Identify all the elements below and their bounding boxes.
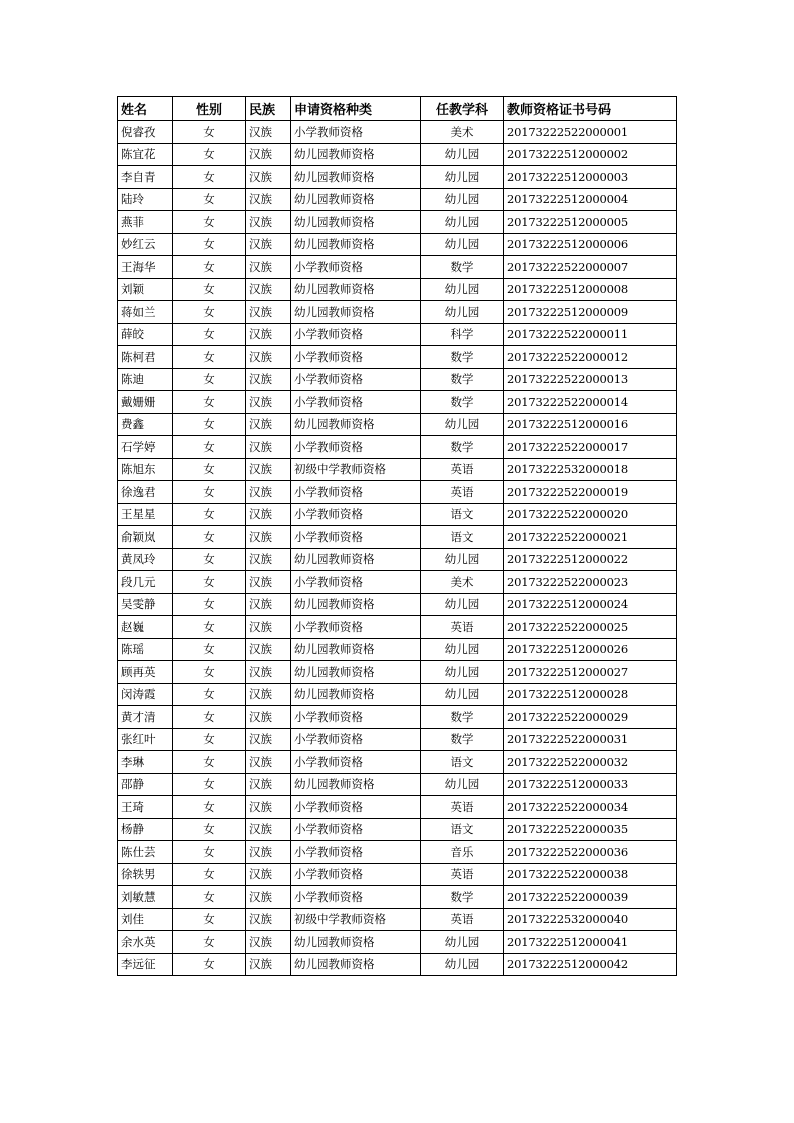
cell-ethnicity: 汉族	[246, 188, 291, 211]
cell-qualification-type: 小学教师资格	[291, 346, 421, 369]
table-row	[118, 593, 677, 616]
cell-ethnicity: 汉族	[246, 278, 291, 301]
cell-certificate-number: 20173222512000002	[504, 143, 677, 166]
cell-ethnicity: 汉族	[246, 233, 291, 256]
cell-subject: 语文	[421, 751, 504, 774]
cell-name: 王琦	[118, 796, 173, 819]
cell-name: 陈迪	[118, 368, 173, 391]
cell-subject: 语文	[421, 503, 504, 526]
cell-qualification-type: 幼儿园教师资格	[291, 233, 421, 256]
cell-ethnicity: 汉族	[246, 593, 291, 616]
cell-gender: 女	[173, 773, 246, 796]
cell-ethnicity: 汉族	[246, 931, 291, 954]
table-row	[118, 931, 677, 954]
cell-qualification-type: 小学教师资格	[291, 526, 421, 549]
cell-certificate-number: 20173222512000008	[504, 278, 677, 301]
cell-qualification-type: 小学教师资格	[291, 571, 421, 594]
cell-gender: 女	[173, 841, 246, 864]
cell-certificate-number: 20173222522000031	[504, 728, 677, 751]
cell-qualification-type: 幼儿园教师资格	[291, 931, 421, 954]
cell-subject: 幼儿园	[421, 233, 504, 256]
table-row	[118, 233, 677, 256]
header-certificate-number: 教师资格证书号码	[504, 97, 677, 121]
cell-ethnicity: 汉族	[246, 571, 291, 594]
cell-gender: 女	[173, 683, 246, 706]
cell-certificate-number: 20173222512000004	[504, 188, 677, 211]
cell-ethnicity: 汉族	[246, 706, 291, 729]
cell-subject: 幼儿园	[421, 301, 504, 324]
cell-subject: 幼儿园	[421, 166, 504, 189]
cell-subject: 幼儿园	[421, 773, 504, 796]
cell-ethnicity: 汉族	[246, 908, 291, 931]
table-row	[118, 908, 677, 931]
cell-gender: 女	[173, 863, 246, 886]
cell-name: 王星星	[118, 503, 173, 526]
cell-certificate-number: 20173222512000022	[504, 548, 677, 571]
cell-certificate-number: 20173222512000024	[504, 593, 677, 616]
cell-subject: 英语	[421, 908, 504, 931]
cell-name: 薛皎	[118, 323, 173, 346]
cell-subject: 数学	[421, 368, 504, 391]
cell-name: 陈仕芸	[118, 841, 173, 864]
cell-ethnicity: 汉族	[246, 661, 291, 684]
cell-subject: 英语	[421, 458, 504, 481]
cell-gender: 女	[173, 301, 246, 324]
cell-qualification-type: 幼儿园教师资格	[291, 278, 421, 301]
cell-gender: 女	[173, 751, 246, 774]
cell-qualification-type: 小学教师资格	[291, 796, 421, 819]
cell-gender: 女	[173, 436, 246, 459]
cell-certificate-number: 20173222532000040	[504, 908, 677, 931]
cell-ethnicity: 汉族	[246, 548, 291, 571]
cell-qualification-type: 幼儿园教师资格	[291, 166, 421, 189]
cell-ethnicity: 汉族	[246, 391, 291, 414]
table-row	[118, 818, 677, 841]
cell-qualification-type: 小学教师资格	[291, 368, 421, 391]
cell-ethnicity: 汉族	[246, 166, 291, 189]
table-row	[118, 683, 677, 706]
table-row	[118, 458, 677, 481]
cell-qualification-type: 小学教师资格	[291, 863, 421, 886]
cell-ethnicity: 汉族	[246, 121, 291, 144]
table-row	[118, 796, 677, 819]
cell-subject: 音乐	[421, 841, 504, 864]
cell-gender: 女	[173, 233, 246, 256]
table-row	[118, 166, 677, 189]
table-row	[118, 706, 677, 729]
cell-gender: 女	[173, 166, 246, 189]
table-row	[118, 751, 677, 774]
cell-name: 闵涛霞	[118, 683, 173, 706]
cell-name: 刘佳	[118, 908, 173, 931]
cell-subject: 英语	[421, 796, 504, 819]
cell-ethnicity: 汉族	[246, 773, 291, 796]
cell-subject: 幼儿园	[421, 548, 504, 571]
cell-gender: 女	[173, 886, 246, 909]
table-row	[118, 571, 677, 594]
cell-ethnicity: 汉族	[246, 503, 291, 526]
cell-ethnicity: 汉族	[246, 481, 291, 504]
cell-ethnicity: 汉族	[246, 683, 291, 706]
cell-name: 徐逸君	[118, 481, 173, 504]
table-row	[118, 886, 677, 909]
cell-name: 王海华	[118, 256, 173, 279]
table-row	[118, 661, 677, 684]
cell-name: 余水英	[118, 931, 173, 954]
cell-subject: 语文	[421, 526, 504, 549]
cell-name: 李琳	[118, 751, 173, 774]
table-row	[118, 503, 677, 526]
table-row	[118, 143, 677, 166]
cell-ethnicity: 汉族	[246, 436, 291, 459]
cell-name: 陈柯君	[118, 346, 173, 369]
cell-certificate-number: 20173222522000017	[504, 436, 677, 459]
cell-subject: 英语	[421, 481, 504, 504]
cell-certificate-number: 20173222512000041	[504, 931, 677, 954]
cell-gender: 女	[173, 818, 246, 841]
cell-gender: 女	[173, 143, 246, 166]
cell-ethnicity: 汉族	[246, 728, 291, 751]
cell-certificate-number: 20173222522000020	[504, 503, 677, 526]
table-row	[118, 211, 677, 234]
cell-subject: 英语	[421, 863, 504, 886]
cell-ethnicity: 汉族	[246, 526, 291, 549]
cell-qualification-type: 小学教师资格	[291, 818, 421, 841]
cell-gender: 女	[173, 413, 246, 436]
cell-qualification-type: 小学教师资格	[291, 391, 421, 414]
cell-certificate-number: 20173222512000042	[504, 953, 677, 976]
cell-certificate-number: 20173222522000038	[504, 863, 677, 886]
cell-gender: 女	[173, 931, 246, 954]
cell-ethnicity: 汉族	[246, 638, 291, 661]
table-row	[118, 346, 677, 369]
cell-ethnicity: 汉族	[246, 863, 291, 886]
cell-subject: 英语	[421, 616, 504, 639]
cell-gender: 女	[173, 346, 246, 369]
cell-gender: 女	[173, 661, 246, 684]
cell-subject: 幼儿园	[421, 188, 504, 211]
cell-name: 张红叶	[118, 728, 173, 751]
cell-ethnicity: 汉族	[246, 413, 291, 436]
header-name: 姓名	[118, 97, 173, 121]
cell-certificate-number: 20173222522000001	[504, 121, 677, 144]
cell-certificate-number: 20173222532000018	[504, 458, 677, 481]
cell-name: 徐轶男	[118, 863, 173, 886]
table-row	[118, 481, 677, 504]
cell-subject: 幼儿园	[421, 661, 504, 684]
cell-certificate-number: 20173222512000006	[504, 233, 677, 256]
table-row	[118, 301, 677, 324]
cell-name: 赵巍	[118, 616, 173, 639]
cell-gender: 女	[173, 908, 246, 931]
cell-subject: 幼儿园	[421, 593, 504, 616]
cell-name: 刘颖	[118, 278, 173, 301]
cell-gender: 女	[173, 256, 246, 279]
cell-qualification-type: 小学教师资格	[291, 121, 421, 144]
cell-qualification-type: 小学教师资格	[291, 436, 421, 459]
table-row	[118, 728, 677, 751]
cell-ethnicity: 汉族	[246, 143, 291, 166]
cell-subject: 幼儿园	[421, 683, 504, 706]
cell-qualification-type: 小学教师资格	[291, 256, 421, 279]
cell-qualification-type: 小学教师资格	[291, 886, 421, 909]
cell-gender: 女	[173, 526, 246, 549]
cell-name: 蒋如兰	[118, 301, 173, 324]
cell-gender: 女	[173, 706, 246, 729]
cell-qualification-type: 小学教师资格	[291, 503, 421, 526]
cell-certificate-number: 20173222512000033	[504, 773, 677, 796]
cell-qualification-type: 小学教师资格	[291, 481, 421, 504]
cell-certificate-number: 20173222522000014	[504, 391, 677, 414]
cell-qualification-type: 小学教师资格	[291, 841, 421, 864]
cell-subject: 幼儿园	[421, 211, 504, 234]
cell-qualification-type: 初级中学教师资格	[291, 908, 421, 931]
cell-name: 李远征	[118, 953, 173, 976]
table-row	[118, 323, 677, 346]
table-row	[118, 188, 677, 211]
cell-subject: 幼儿园	[421, 638, 504, 661]
table-row	[118, 391, 677, 414]
table-row	[118, 616, 677, 639]
cell-subject: 语文	[421, 818, 504, 841]
cell-name: 刘敏慧	[118, 886, 173, 909]
cell-certificate-number: 20173222522000023	[504, 571, 677, 594]
cell-qualification-type: 幼儿园教师资格	[291, 593, 421, 616]
table-row	[118, 256, 677, 279]
cell-ethnicity: 汉族	[246, 796, 291, 819]
cell-gender: 女	[173, 323, 246, 346]
cell-ethnicity: 汉族	[246, 616, 291, 639]
cell-qualification-type: 幼儿园教师资格	[291, 638, 421, 661]
cell-gender: 女	[173, 953, 246, 976]
cell-certificate-number: 20173222522000039	[504, 886, 677, 909]
cell-name: 陈旭东	[118, 458, 173, 481]
cell-certificate-number: 20173222522000034	[504, 796, 677, 819]
table-row	[118, 413, 677, 436]
header-subject: 任教学科	[421, 97, 504, 121]
cell-subject: 幼儿园	[421, 278, 504, 301]
cell-gender: 女	[173, 481, 246, 504]
cell-name: 段几元	[118, 571, 173, 594]
cell-qualification-type: 幼儿园教师资格	[291, 661, 421, 684]
cell-gender: 女	[173, 211, 246, 234]
cell-name: 陆玲	[118, 188, 173, 211]
cell-name: 妙红云	[118, 233, 173, 256]
cell-qualification-type: 幼儿园教师资格	[291, 548, 421, 571]
cell-qualification-type: 幼儿园教师资格	[291, 211, 421, 234]
cell-ethnicity: 汉族	[246, 751, 291, 774]
cell-qualification-type: 幼儿园教师资格	[291, 143, 421, 166]
cell-subject: 数学	[421, 886, 504, 909]
cell-gender: 女	[173, 121, 246, 144]
table-row	[118, 863, 677, 886]
cell-ethnicity: 汉族	[246, 818, 291, 841]
cell-name: 戴姗姗	[118, 391, 173, 414]
cell-name: 陈瑶	[118, 638, 173, 661]
cell-gender: 女	[173, 391, 246, 414]
cell-name: 杨静	[118, 818, 173, 841]
cell-certificate-number: 20173222512000026	[504, 638, 677, 661]
table-header	[118, 97, 677, 121]
cell-name: 李自青	[118, 166, 173, 189]
header-ethnicity: 民族	[246, 97, 291, 121]
cell-subject: 数学	[421, 391, 504, 414]
cell-name: 石学婷	[118, 436, 173, 459]
cell-certificate-number: 20173222522000007	[504, 256, 677, 279]
cell-name: 邵静	[118, 773, 173, 796]
cell-name: 顾再英	[118, 661, 173, 684]
cell-ethnicity: 汉族	[246, 301, 291, 324]
cell-gender: 女	[173, 593, 246, 616]
cell-subject: 幼儿园	[421, 413, 504, 436]
cell-qualification-type: 幼儿园教师资格	[291, 413, 421, 436]
cell-subject: 美术	[421, 121, 504, 144]
cell-certificate-number: 20173222512000028	[504, 683, 677, 706]
table-row	[118, 953, 677, 976]
cell-qualification-type: 初级中学教师资格	[291, 458, 421, 481]
table-row	[118, 121, 677, 144]
cell-subject: 科学	[421, 323, 504, 346]
table-row	[118, 368, 677, 391]
cell-gender: 女	[173, 548, 246, 571]
table-row	[118, 638, 677, 661]
cell-certificate-number: 20173222512000027	[504, 661, 677, 684]
cell-qualification-type: 小学教师资格	[291, 751, 421, 774]
cell-gender: 女	[173, 458, 246, 481]
cell-certificate-number: 20173222522000021	[504, 526, 677, 549]
cell-name: 吴雯静	[118, 593, 173, 616]
cell-subject: 美术	[421, 571, 504, 594]
header-row	[118, 97, 677, 121]
cell-certificate-number: 20173222522000019	[504, 481, 677, 504]
cell-name: 燕菲	[118, 211, 173, 234]
table-row	[118, 526, 677, 549]
cell-certificate-number: 20173222522000011	[504, 323, 677, 346]
cell-certificate-number: 20173222522000032	[504, 751, 677, 774]
cell-ethnicity: 汉族	[246, 458, 291, 481]
cell-subject: 数学	[421, 728, 504, 751]
cell-qualification-type: 幼儿园教师资格	[291, 188, 421, 211]
cell-gender: 女	[173, 368, 246, 391]
cell-qualification-type: 小学教师资格	[291, 323, 421, 346]
cell-ethnicity: 汉族	[246, 256, 291, 279]
table-row	[118, 841, 677, 864]
cell-certificate-number: 20173222522000035	[504, 818, 677, 841]
cell-ethnicity: 汉族	[246, 368, 291, 391]
cell-ethnicity: 汉族	[246, 346, 291, 369]
cell-qualification-type: 小学教师资格	[291, 616, 421, 639]
cell-qualification-type: 幼儿园教师资格	[291, 773, 421, 796]
cell-certificate-number: 20173222522000012	[504, 346, 677, 369]
table-row	[118, 548, 677, 571]
cell-gender: 女	[173, 278, 246, 301]
cell-gender: 女	[173, 796, 246, 819]
cell-name: 黄凤玲	[118, 548, 173, 571]
cell-certificate-number: 20173222522000036	[504, 841, 677, 864]
cell-subject: 数学	[421, 346, 504, 369]
cell-subject: 数学	[421, 256, 504, 279]
cell-name: 陈宜花	[118, 143, 173, 166]
cell-certificate-number: 20173222522000025	[504, 616, 677, 639]
cell-subject: 幼儿园	[421, 143, 504, 166]
cell-ethnicity: 汉族	[246, 211, 291, 234]
cell-gender: 女	[173, 503, 246, 526]
cell-name: 倪睿孜	[118, 121, 173, 144]
cell-qualification-type: 幼儿园教师资格	[291, 683, 421, 706]
cell-subject: 幼儿园	[421, 953, 504, 976]
cell-ethnicity: 汉族	[246, 323, 291, 346]
cell-ethnicity: 汉族	[246, 886, 291, 909]
cell-qualification-type: 小学教师资格	[291, 706, 421, 729]
table-row	[118, 436, 677, 459]
cell-qualification-type: 幼儿园教师资格	[291, 953, 421, 976]
cell-gender: 女	[173, 571, 246, 594]
cell-certificate-number: 20173222512000016	[504, 413, 677, 436]
cell-ethnicity: 汉族	[246, 841, 291, 864]
cell-certificate-number: 20173222522000013	[504, 368, 677, 391]
table-row	[118, 773, 677, 796]
cell-name: 俞颖岚	[118, 526, 173, 549]
table-body	[118, 121, 677, 976]
cell-gender: 女	[173, 728, 246, 751]
cell-certificate-number: 20173222522000029	[504, 706, 677, 729]
table-row	[118, 278, 677, 301]
cell-subject: 数学	[421, 436, 504, 459]
cell-certificate-number: 20173222512000003	[504, 166, 677, 189]
header-qualification-type: 申请资格种类	[291, 97, 421, 121]
cell-certificate-number: 20173222512000009	[504, 301, 677, 324]
cell-qualification-type: 幼儿园教师资格	[291, 301, 421, 324]
cell-name: 黄才清	[118, 706, 173, 729]
cell-subject: 数学	[421, 706, 504, 729]
cell-certificate-number: 20173222512000005	[504, 211, 677, 234]
cell-gender: 女	[173, 188, 246, 211]
cell-subject: 幼儿园	[421, 931, 504, 954]
teacher-certificate-table	[117, 96, 677, 976]
cell-ethnicity: 汉族	[246, 953, 291, 976]
cell-name: 费鑫	[118, 413, 173, 436]
cell-gender: 女	[173, 616, 246, 639]
cell-qualification-type: 小学教师资格	[291, 728, 421, 751]
header-gender: 性别	[173, 97, 246, 121]
cell-gender: 女	[173, 638, 246, 661]
